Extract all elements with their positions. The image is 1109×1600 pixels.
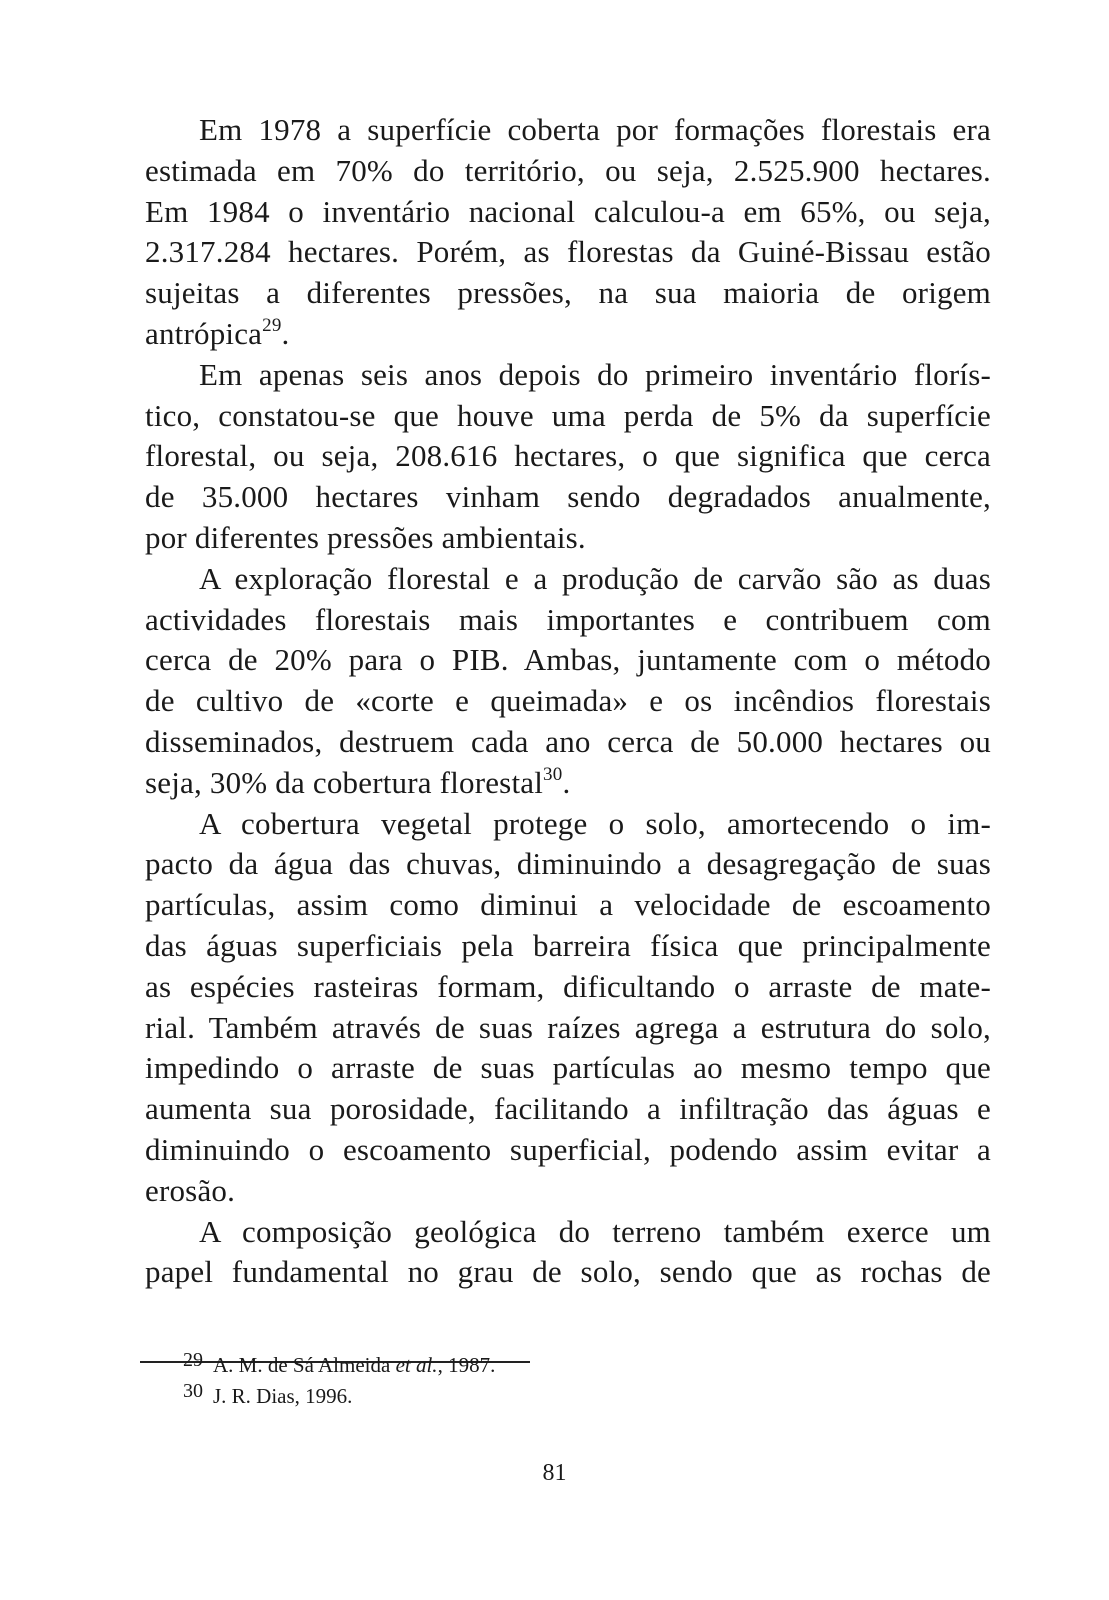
line-text: por diferentes pressões ambientais. xyxy=(145,519,586,555)
line-text: papel fundamental no grau de solo, sendo que as rochas de xyxy=(145,1254,991,1290)
line-text: as espécies rasteiras formam, dificultando o arraste de mate- xyxy=(145,968,991,1004)
body-text xyxy=(145,110,991,1293)
footnote-reference: 30 xyxy=(543,763,563,785)
footnotes xyxy=(183,1350,495,1412)
text-line xyxy=(145,396,991,437)
line-text: pacto da água das chuvas, diminuindo a desagregação de suas xyxy=(145,846,991,882)
text-line xyxy=(145,640,991,681)
paragraph xyxy=(145,110,991,355)
line-text: 2.317.284 hectares. Porém, as florestas da Guiné-Bissau estão xyxy=(145,234,991,270)
text-line xyxy=(145,192,991,233)
text-line xyxy=(145,844,991,885)
text-line xyxy=(145,763,991,804)
line-tail: . xyxy=(281,315,290,351)
text-line xyxy=(145,722,991,763)
footnote-number: 30 xyxy=(183,1380,203,1402)
line-tail: . xyxy=(562,764,571,800)
line-text: Em apenas seis anos depois do primeiro inventário florís- xyxy=(199,356,991,392)
text-line xyxy=(145,273,991,314)
footnote-tail: , 1987. xyxy=(437,1353,496,1377)
text-line xyxy=(145,436,991,477)
line-text: das águas superficiais pela barreira física que principalmente xyxy=(145,927,991,963)
text-line xyxy=(145,110,991,151)
footnote-30 xyxy=(183,1381,495,1412)
text-line xyxy=(145,559,991,600)
line-text: diminuindo o escoamento superficial, podendo assim evitar a xyxy=(145,1131,991,1167)
footnote-text: J. R. Dias, 1996. xyxy=(213,1384,353,1408)
line-text: antrópica xyxy=(145,315,263,351)
paragraph xyxy=(145,804,991,1212)
line-text: impedindo o arraste de suas partículas ao mesmo tempo que xyxy=(145,1050,991,1086)
paragraph xyxy=(145,355,991,559)
line-text: erosão. xyxy=(145,1172,236,1208)
text-line xyxy=(145,477,991,518)
line-text: A exploração florestal e a produção de carvão são as duas xyxy=(199,560,991,596)
line-text: rial. Também através de suas raízes agrega a estrutura do solo, xyxy=(145,1009,991,1045)
line-text: de 35.000 hectares vinham sendo degradados anualmente, xyxy=(145,479,991,515)
footnote-reference: 29 xyxy=(262,314,282,336)
line-text: A composição geológica do terreno também exerce um xyxy=(199,1213,991,1249)
line-text: actividades florestais mais importantes e contribuem com xyxy=(145,601,991,637)
line-text: florestal, ou seja, 208.616 hectares, o que significa que cerca xyxy=(145,438,991,474)
text-line xyxy=(145,355,991,396)
text-line xyxy=(145,600,991,641)
text-line xyxy=(145,681,991,722)
line-text: sujeitas a diferentes pressões, na sua maioria de origem xyxy=(145,275,991,311)
text-line xyxy=(145,1171,991,1212)
text-line xyxy=(145,151,991,192)
text-line xyxy=(145,1252,991,1293)
line-text: de cultivo de «corte e queimada» e os incêndios florestais xyxy=(145,683,991,719)
line-text: Em 1984 o inventário nacional calculou-a em 65%, ou seja, xyxy=(145,193,991,229)
paragraph xyxy=(145,1212,991,1294)
line-text: Em 1978 a superfície coberta por formações florestais era xyxy=(199,112,991,147)
text-line xyxy=(145,1212,991,1253)
line-text: estimada em 70% do território, ou seja, 2.525.900 hectares. xyxy=(145,152,991,188)
line-text: cerca de 20% para o PIB. Ambas, juntamente com o método xyxy=(145,642,991,678)
text-line xyxy=(145,967,991,1008)
line-text: tico, constatou-se que houve uma perda de 5% da superfície xyxy=(145,397,991,433)
paragraph xyxy=(145,559,991,804)
text-line xyxy=(145,518,991,559)
footnote-29 xyxy=(183,1350,495,1381)
text-line xyxy=(145,926,991,967)
footnote-italic: et al. xyxy=(395,1353,438,1377)
page-number: 81 xyxy=(542,1460,567,1486)
line-text: disseminados, destruem cada ano cerca de 50.000 hectares ou xyxy=(145,723,991,759)
footnote-text: A. M. de Sá Almeida xyxy=(213,1353,396,1377)
line-text: A cobertura vegetal protege o solo, amortecendo o im- xyxy=(199,805,991,841)
text-line xyxy=(145,314,991,355)
text-line xyxy=(145,232,991,273)
text-line xyxy=(145,1008,991,1049)
text-line xyxy=(145,885,991,926)
line-text: partículas, assim como diminui a velocidade de escoamento xyxy=(145,887,991,923)
text-line xyxy=(145,1130,991,1171)
text-line xyxy=(145,804,991,845)
text-line xyxy=(145,1048,991,1089)
text-line xyxy=(145,1089,991,1130)
footnote-number: 29 xyxy=(183,1349,203,1371)
line-text: aumenta sua porosidade, facilitando a infiltração das águas e xyxy=(145,1091,991,1127)
line-text: seja, 30% da cobertura florestal xyxy=(145,764,544,800)
